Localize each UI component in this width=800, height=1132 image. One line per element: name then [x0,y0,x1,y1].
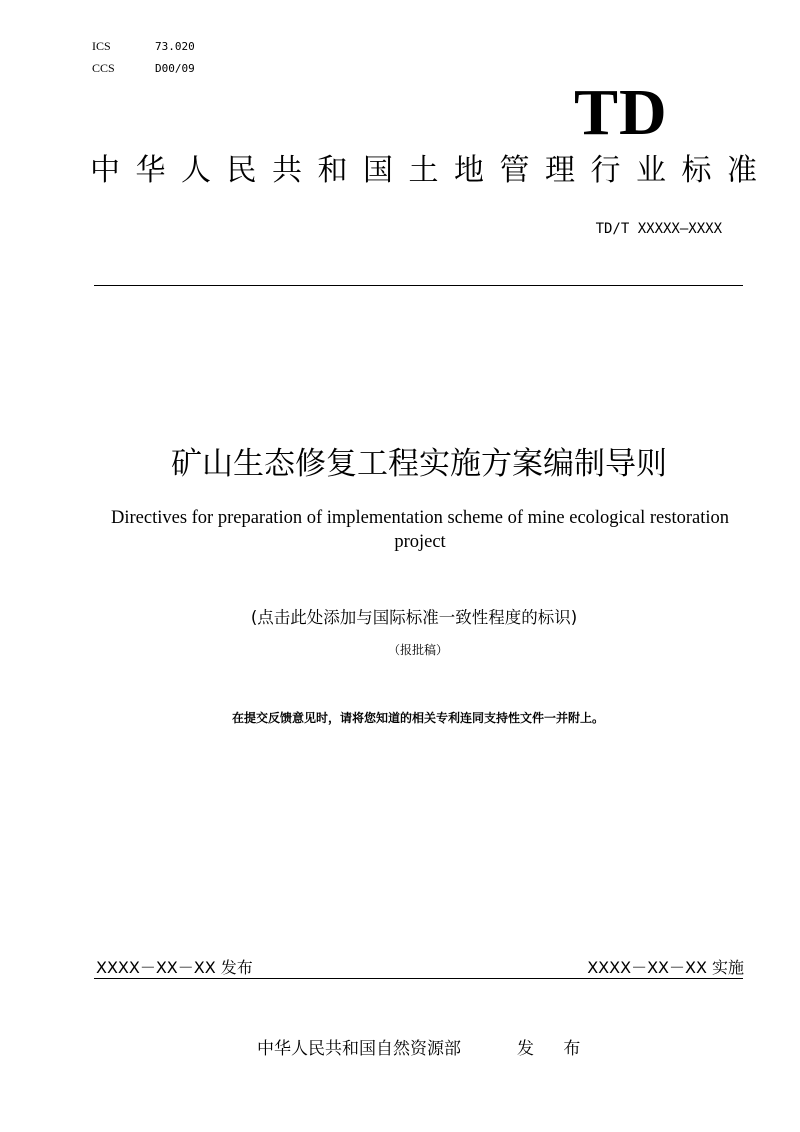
issue-label: 发 布 [517,1039,593,1059]
consistency-note: (点击此处添加与国际标准一致性程度的标识) [250,608,578,627]
publish-date: XXXX－XX－XX 发布 [96,958,253,977]
td-logo: TD [574,76,668,149]
draft-stage: （报批稿） [387,643,448,657]
issuing-authority: 中华人民共和国自然资源部 [257,1039,461,1059]
document-title-cn: 矿山生态修复工程实施方案编制导则 [171,446,667,482]
document-title-en: Directives for preparation of implementation scheme of mine ecological restoration project [111,508,729,552]
ics-value: 73.020 [155,40,195,53]
bottom-divider [94,978,743,979]
patent-notice: 在提交反馈意见时，请将您知道的相关专利连同支持性文件一并附上。 [231,711,604,725]
top-divider [94,285,743,286]
standard-number: TD/T XXXXX—XXXX [595,221,722,237]
ccs-value: D00/09 [155,62,195,75]
standard-name: 中华人民共和国土地管理行业标准 [90,153,773,188]
ics-label: ICS [92,39,111,53]
implement-date: XXXX－XX－XX 实施 [587,958,744,977]
ccs-label: CCS [92,61,115,75]
